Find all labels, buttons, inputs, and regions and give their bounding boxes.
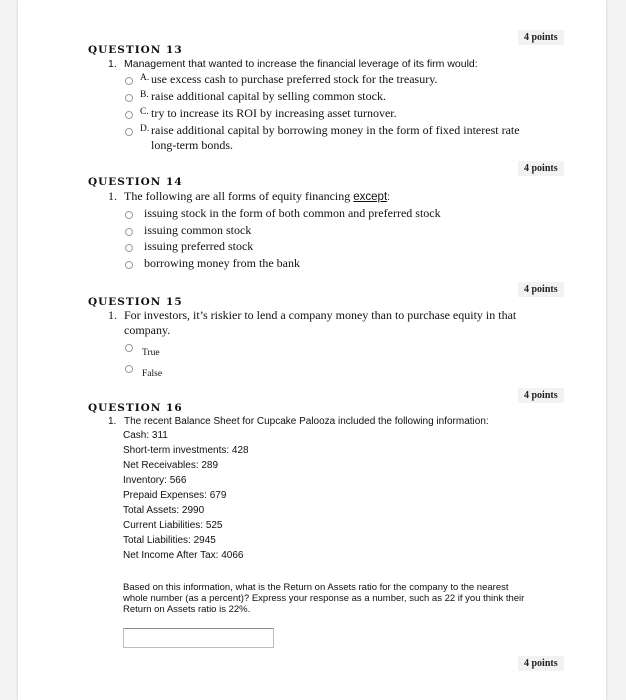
radio-button[interactable] [125, 128, 133, 136]
points-badge: 4 points [518, 388, 564, 403]
data-prepaid-expenses: Prepaid Expenses: 679 [123, 490, 227, 501]
question-text: The recent Balance Sheet for Cupcake Palooza included the following information: [124, 416, 489, 427]
data-short-term-investments: Short-term investments: 428 [123, 445, 249, 456]
question-16-title: QUESTION 16 [88, 402, 183, 414]
points-badge: 4 points [518, 282, 564, 297]
answer-input[interactable] [123, 628, 274, 648]
data-cash: Cash: 311 [123, 430, 168, 441]
option-text: raise additional capital by borrowing money in the form of fixed interest rate [151, 123, 520, 137]
option-letter: D. [140, 124, 150, 134]
radio-button[interactable] [125, 111, 133, 119]
option-text: issuing common stock [144, 223, 252, 237]
points-badge: 4 points [518, 656, 564, 671]
question-number: 1. [108, 308, 117, 322]
prompt-line: Return on Assets ratio is 22%. [123, 604, 251, 615]
radio-button[interactable] [125, 244, 133, 252]
radio-button[interactable] [125, 211, 133, 219]
question-text: Management that wanted to increase the financial leverage of its firm would: [124, 58, 478, 70]
stem-text: The following are all forms of equity financing [124, 189, 354, 203]
option-text: borrowing money from the bank [144, 256, 300, 270]
option-text: raise additional capital by selling common stock. [151, 89, 386, 103]
option-text: False [142, 369, 163, 379]
question-number: 1. [108, 58, 117, 70]
data-inventory: Inventory: 566 [123, 475, 187, 486]
points-badge: 4 points [518, 30, 564, 45]
data-net-income: Net Income After Tax: 4066 [123, 550, 244, 561]
option-text: try to increase its ROI by increasing asset turnover. [151, 106, 397, 120]
question-14-title: QUESTION 14 [88, 176, 183, 188]
data-net-receivables: Net Receivables: 289 [123, 460, 219, 471]
stem-colon: : [387, 191, 391, 203]
question-text [124, 189, 390, 205]
option-letter: B. [140, 90, 149, 100]
question-text-continued: company. [124, 323, 171, 337]
data-current-liabilities: Current Liabilities: 525 [123, 520, 223, 531]
option-text-continued: long-term bonds. [151, 138, 233, 152]
radio-button[interactable] [125, 344, 133, 352]
option-text: use excess cash to purchase preferred stock for the treasury. [151, 72, 438, 86]
question-15-title: QUESTION 15 [88, 296, 183, 308]
option-text: issuing stock in the form of both common and preferred stock [144, 206, 441, 220]
radio-button[interactable] [125, 261, 133, 269]
option-text: True [142, 348, 160, 358]
prompt-line: whole number (as a percent)? Express your response as a number, such as 22 if you think their [123, 593, 525, 604]
option-text: issuing preferred stock [144, 239, 254, 253]
radio-button[interactable] [125, 77, 133, 85]
question-13-title: QUESTION 13 [88, 44, 183, 56]
question-text: For investors, it’s riskier to lend a company money than to purchase equity in that [124, 308, 517, 322]
quiz-page [18, 0, 606, 700]
points-badge: 4 points [518, 161, 564, 176]
radio-button[interactable] [125, 94, 133, 102]
radio-button[interactable] [125, 365, 133, 373]
question-number: 1. [108, 416, 117, 427]
option-letter: C. [140, 107, 149, 117]
option-letter: A. [140, 73, 150, 83]
question-number: 1. [108, 189, 117, 203]
emphasis-except: except [353, 191, 388, 203]
prompt-line: Based on this information, what is the Return on Assets ratio for the company to the nearest [123, 582, 509, 593]
data-total-liabilities: Total Liabilities: 2945 [123, 535, 216, 546]
radio-button[interactable] [125, 228, 133, 236]
data-total-assets: Total Assets: 2990 [123, 505, 205, 516]
